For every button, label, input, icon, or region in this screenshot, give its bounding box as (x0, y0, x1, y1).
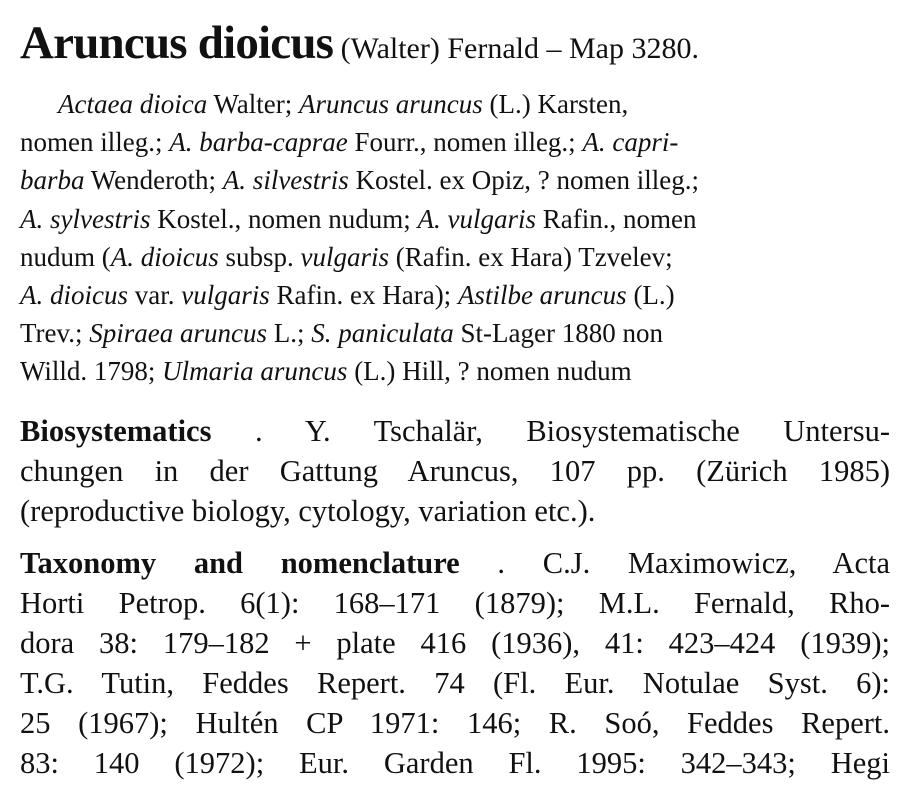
taxon-name: vulgaris (300, 241, 390, 272)
synonym-line (20, 238, 890, 276)
text: Walter; (207, 89, 300, 119)
text: subsp. (218, 241, 301, 272)
species-name: Aruncus dioicus (20, 17, 334, 69)
species-authority: (Walter) Fernald – Map 3280. (333, 32, 699, 65)
taxonomy-paragraph (20, 543, 890, 783)
text: . C.J. Maximowicz, Acta (497, 546, 890, 580)
text: . Y. Tschalär, Biosystematische Untersu- (254, 414, 890, 448)
taxon-name: Astilbe aruncus (457, 280, 627, 311)
taxon-name: A. vulgaris (417, 203, 536, 234)
text: var. (128, 280, 182, 311)
synonym-line (20, 352, 890, 390)
text: (L.) Karsten, (482, 89, 629, 119)
taxon-name: A. silvestris (222, 165, 349, 196)
section-heading: Taxonomy and nomenclature (20, 546, 460, 580)
paragraph-line: 25 (1967); Hultén CP 1971: 146; R. Soó, Feddes Repert. (20, 706, 890, 740)
section-heading: Biosystematics (20, 414, 212, 448)
text: nomen illeg.; (20, 127, 170, 158)
taxon-name: vulgaris (181, 280, 270, 311)
paragraph-line: Horti Petrop. 6(1): 168–171 (1879); M.L. Fernald, Rho- (20, 586, 890, 620)
text: Willd. 1798; (20, 356, 163, 387)
text: (Rafin. ex Hara) Tzvelev; (389, 241, 673, 272)
text: nudum ( (20, 241, 111, 272)
taxon-name: Ulmaria aruncus (162, 356, 348, 387)
taxon-name: Spiraea aruncus (89, 318, 268, 349)
paragraph-line: (reproductive biology, cytology, variation etc.). (20, 494, 596, 528)
text: Kostel., nomen nudum; (150, 203, 418, 234)
text: Fourr., nomen illeg.; (347, 127, 583, 158)
species-heading (20, 16, 699, 81)
text: Kostel. ex Opiz, ? nomen illeg.; (348, 165, 699, 196)
taxon-name: A. dioicus (110, 241, 219, 272)
synonym-list (20, 85, 890, 391)
synonym-line (20, 161, 890, 199)
text: Rafin., nomen (535, 203, 697, 234)
paragraph-line: T.G. Tutin, Feddes Repert. 74 (Fl. Eur. Notulae Syst. 6): (20, 666, 890, 700)
text: (L.) (626, 280, 675, 311)
taxon-name: A. dioicus (20, 280, 128, 311)
paragraph-line: dora 38: 179–182 + plate 416 (1936), 41: 423–424 (1939); (20, 626, 890, 660)
taxon-name: A. capri- (582, 127, 679, 158)
text: Trev.; (20, 318, 90, 349)
text: Rafin. ex Hara); (269, 280, 458, 311)
synonym-line (20, 123, 890, 161)
taxon-name: Actaea dioica (58, 89, 208, 119)
text: L.; (267, 318, 312, 349)
synonym-line (20, 200, 890, 238)
taxon-name: barba (20, 165, 85, 196)
paragraph-line (20, 543, 890, 583)
paragraph-line (20, 411, 890, 451)
synonym-line (20, 314, 890, 352)
taxon-name: A. sylvestris (20, 203, 151, 234)
text: Wenderoth; (84, 165, 223, 196)
synonym-line (20, 85, 890, 123)
paragraph-line: 83: 140 (1972); Eur. Garden Fl. 1995: 342–343; Hegi (20, 746, 890, 780)
taxon-name: A. barba-caprae (169, 127, 348, 158)
taxon-name: S. paniculata (311, 318, 454, 349)
synonym-line (20, 276, 890, 314)
biosystematics-paragraph (20, 411, 890, 531)
taxon-name: Aruncus aruncus (299, 89, 483, 119)
paragraph-line: chungen in der Gattung Aruncus, 107 pp. (Zürich 1985) (20, 454, 890, 488)
text: St-Lager 1880 non (453, 318, 663, 349)
text: (L.) Hill, ? nomen nudum (347, 356, 632, 387)
